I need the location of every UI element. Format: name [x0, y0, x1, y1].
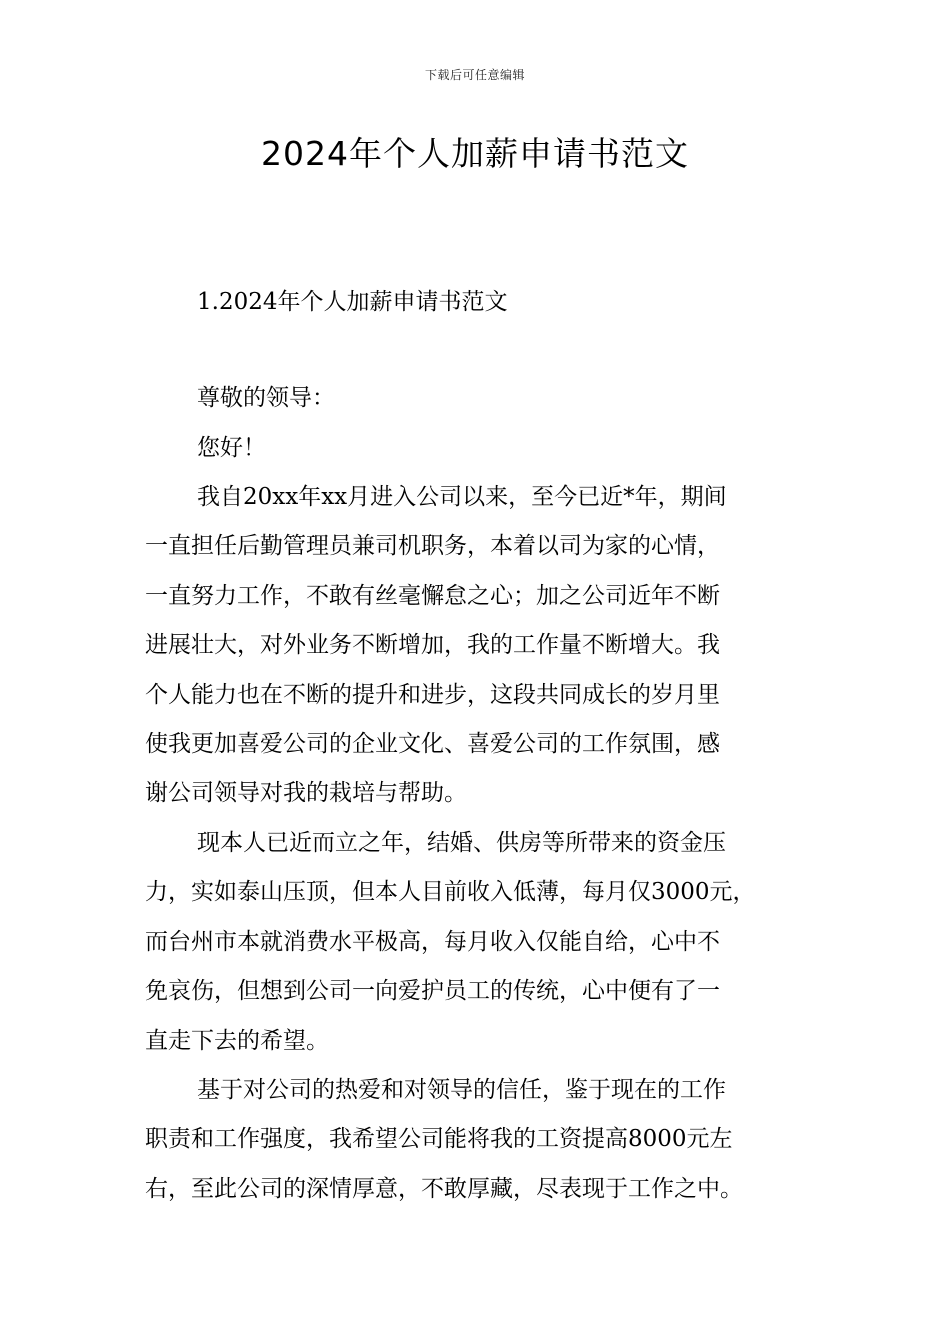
- paragraph-line: 进展壮大，对外业务不断增加，我的工作量不断增大。我: [145, 632, 720, 659]
- paragraph-line: 直走下去的希望。: [145, 1027, 329, 1054]
- header-note: 下载后可任意编辑: [424, 68, 525, 82]
- paragraph-line: 右，至此公司的深情厚意，不敢厚藏，尽表现于工作之中。: [145, 1175, 743, 1202]
- paragraph-2: [145, 819, 805, 1066]
- paragraph-3: [145, 1066, 805, 1214]
- greeting: 您好！: [197, 435, 266, 461]
- paragraph-line: 个人能力也在不断的提升和进步，这段共同成长的岁月里: [145, 681, 720, 708]
- paragraph-line: 一直努力工作，不敢有丝毫懈怠之心；加之公司近年不断: [145, 582, 720, 609]
- paragraph-line: 使我更加喜爱公司的企业文化、喜爱公司的工作氛围，感: [145, 730, 720, 757]
- paragraph-line: 而台州市本就消费水平极高，每月收入仅能自给，心中不: [145, 928, 720, 955]
- paragraph-line: 基于对公司的热爱和对领导的信任，鉴于现在的工作: [197, 1077, 726, 1103]
- paragraph-line: 谢公司领导对我的栽培与帮助。: [145, 780, 467, 807]
- paragraph-line: 我自20xx年xx月进入公司以来，至今已近*年，期间: [197, 484, 727, 510]
- salutation: 尊敬的领导：: [197, 385, 335, 411]
- section-heading: 1.2024年个人加薪申请书范文: [197, 289, 508, 315]
- paragraph-1: [145, 473, 805, 819]
- paragraph-line: 力，实如泰山压顶，但本人目前收入低薄，每月仅3000元，: [145, 879, 756, 906]
- paragraph-line: 现本人已近而立之年，结婚、供房等所带来的资金压: [197, 830, 726, 856]
- document-title: 2024年个人加薪申请书范文: [261, 134, 689, 173]
- paragraph-line: 职责和工作强度，我希望公司能将我的工资提高8000元左: [145, 1126, 733, 1153]
- paragraph-line: 免哀伤，但想到公司一向爱护员工的传统，心中便有了一: [145, 978, 720, 1005]
- paragraph-line: 一直担任后勤管理员兼司机职务，本着以司为家的心情，: [145, 533, 720, 560]
